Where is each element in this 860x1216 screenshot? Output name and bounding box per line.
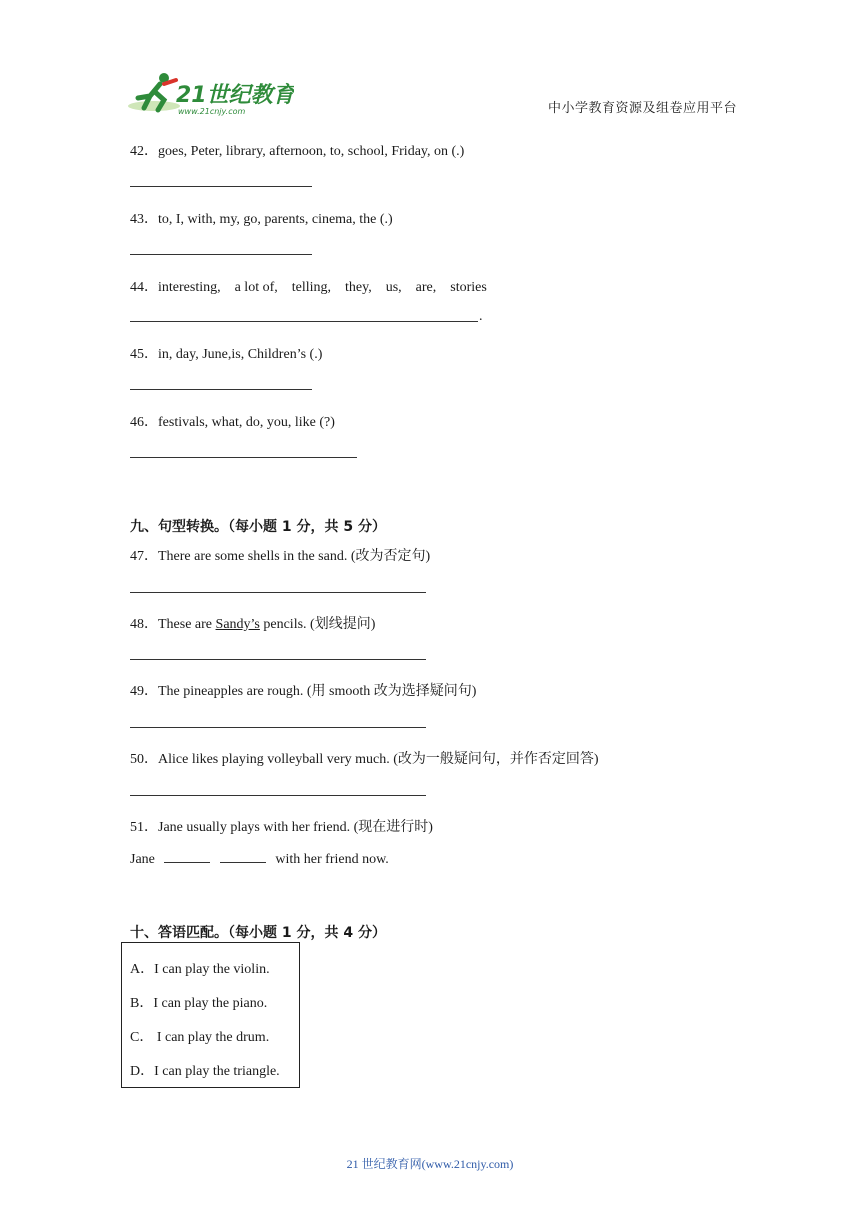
section-9-title: 九、句型转换。（每小题 1 分，共 5 分） — [130, 519, 386, 535]
options-box — [121, 942, 300, 1088]
answer-line-45[interactable] — [130, 389, 312, 390]
section-10-title: 十、答语匹配。（每小题 1 分，共 4 分） — [130, 925, 386, 941]
site-logo — [124, 70, 294, 118]
header-tagline: 中小学教育资源及组卷应用平台 — [548, 101, 738, 116]
answer-line-47[interactable] — [130, 592, 426, 593]
answer-line-46[interactable] — [130, 457, 357, 458]
answer-line-44-period: . — [479, 309, 483, 324]
question-47: 47．There are some shells in the sand. (改为否定句) — [130, 549, 431, 564]
page-footer[interactable]: 21 世纪教育网(www.21cnjy.com) — [346, 1157, 514, 1171]
question-44: 44．interesting, a lot of, telling, they, us, are, stories — [130, 280, 487, 295]
answer-line-43[interactable] — [130, 254, 312, 255]
answer-line-48[interactable] — [130, 659, 426, 660]
question-43: 43．to, I, with, my, go, parents, cinema, the (.) — [130, 212, 393, 227]
blank-2[interactable] — [220, 850, 266, 863]
svg-text:www.21cnjy.com: www.21cnjy.com — [178, 107, 246, 116]
option-d: D．I can play the triangle. — [130, 1064, 280, 1079]
option-b: B．I can play the piano. — [130, 996, 268, 1011]
underlined-word: Sandy’s — [215, 617, 260, 632]
runner-logo-icon — [124, 70, 294, 118]
question-51: 51．Jane usually plays with her friend. (现在进行时) — [130, 820, 433, 835]
question-45: 45．in, day, June,is, Children’s (.) — [130, 347, 323, 362]
question-51-answer: Jane with her friend now. — [130, 852, 389, 867]
question-42: 42．goes, Peter, library, afternoon, to, school, Friday, on (.) — [130, 144, 465, 159]
answer-line-42[interactable] — [130, 186, 312, 187]
question-48: 48．These are Sandy’s pencils. (划线提问) — [130, 617, 376, 632]
answer-line-50[interactable] — [130, 795, 426, 796]
answer-line-44[interactable] — [130, 321, 478, 322]
question-49: 49．The pineapples are rough. (用 smooth 改为选择疑问句) — [130, 684, 477, 699]
answer-line-49[interactable] — [130, 727, 426, 728]
svg-text:21世纪教育: 21世纪教育 — [176, 83, 294, 108]
question-46: 46．festivals, what, do, you, like (?) — [130, 415, 335, 430]
option-a: A．I can play the violin. — [130, 962, 270, 977]
question-50: 50．Alice likes playing volleyball very much. (改为一般疑问句，并作否定回答) — [130, 752, 599, 767]
option-c: C． I can play the drum. — [130, 1030, 270, 1045]
blank-1[interactable] — [164, 850, 210, 863]
